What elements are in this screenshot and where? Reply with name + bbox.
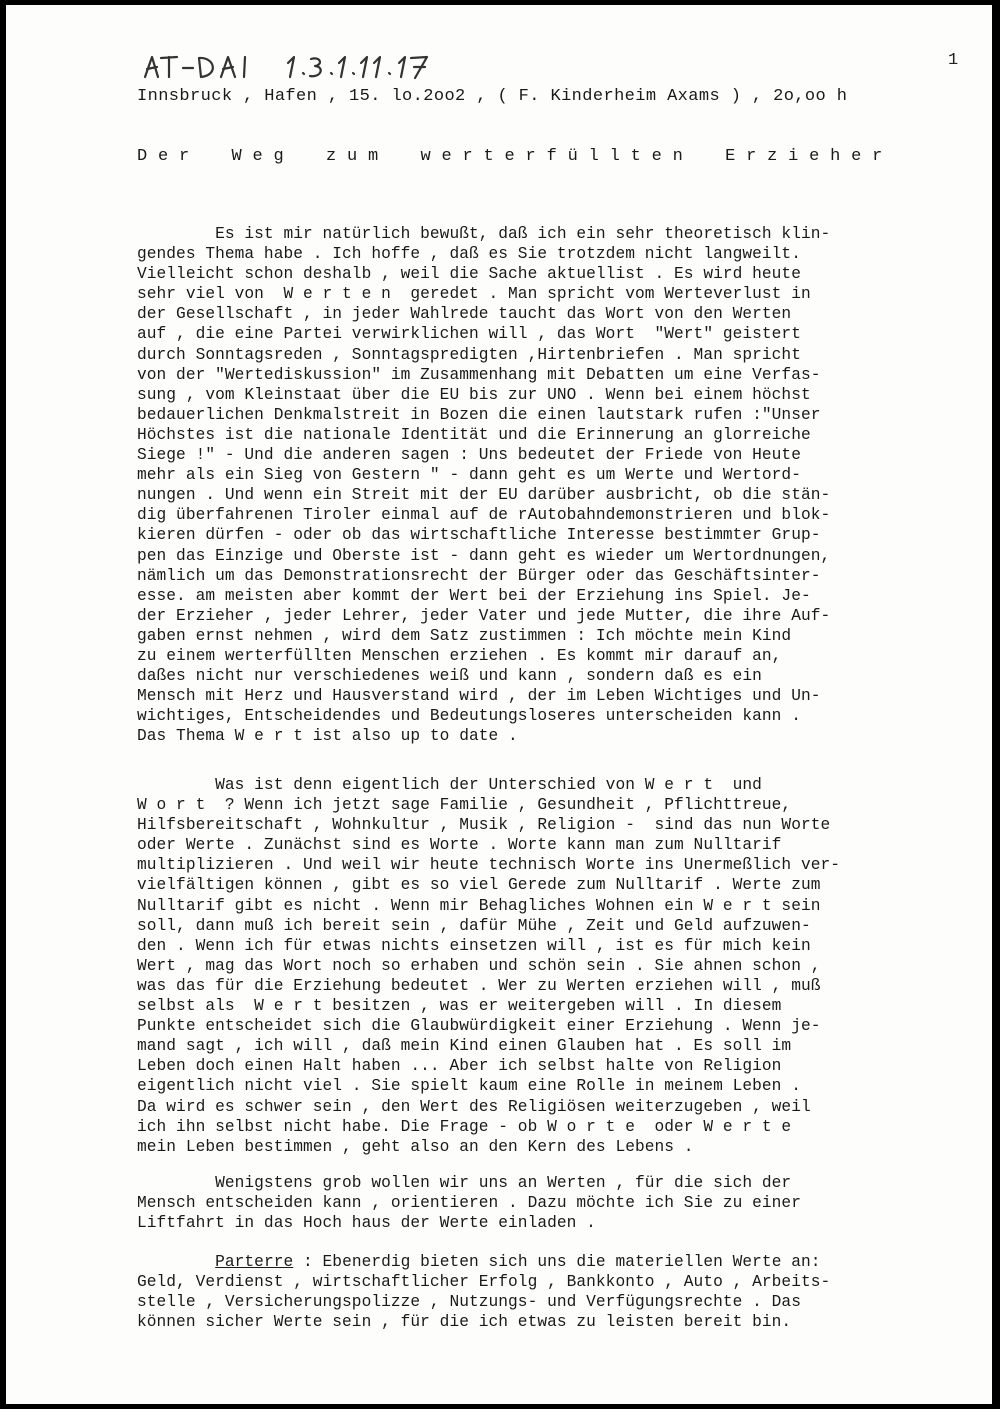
text-line: wichtiges, Entscheidendes und Bedeutungsloseres unterscheiden kann .: [137, 707, 801, 726]
text-line: was das für die Erziehung bedeutet . Wer zu Werten erziehen will , muß: [137, 976, 821, 995]
text-line: der Gesellschaft , in jeder Wahlrede taucht das Wort von den Werten: [137, 305, 792, 324]
text-line: oder Werte . Zunächst sind es Worte . Worte kann man zum Nulltarif: [137, 836, 782, 855]
text-line: von der "Wertediskussion" im Zusammenhang mit Debatten um eine Verfas-: [137, 365, 821, 384]
text-line: gendes Thema habe . Ich hoffe , daß es Sie trotzdem nicht langweilt.: [137, 245, 801, 264]
text-line: Mensch mit Herz und Hausverstand wird , der im Leben Wichtiges und Un-: [137, 687, 821, 706]
text-line: daßes nicht nur verschiedenes weiß und kann , sondern daß es ein: [137, 667, 762, 686]
document-page: [6, 5, 992, 1404]
text-line: Geld, Verdienst , wirtschaftlicher Erfolg , Bankkonto , Auto , Arbeits-: [137, 1273, 831, 1292]
text-line: soll, dann muß ich bereit sein , dafür Mühe , Zeit und Geld aufzuwen-: [137, 916, 811, 935]
text-line: Da wird es schwer sein , den Wert des Religiösen weiterzugeben , weil: [137, 1097, 811, 1116]
document-header: Innsbruck , Hafen , 15. lo.2oo2 , ( F. Kinderheim Axams ) , 2o,oo h: [137, 87, 848, 106]
text-line: Punkte entscheidet sich die Glaubwürdigkeit einer Erziehung . Wenn je-: [137, 1017, 821, 1036]
text-line: kieren dürfen - oder ob das wirtschaftliche Interesse bestimmter Grup-: [137, 526, 821, 545]
text-line: den . Wenn ich für etwas nichts einsetzen will , ist es für mich kein: [137, 936, 811, 955]
text-line: Nulltarif gibt es nicht . Wenn mir Behagliches Wohnen ein W e r t sein: [137, 896, 821, 915]
paragraph-4: [137, 1252, 830, 1332]
text-line: mein Leben bestimmen , geht also an den Kern des Lebens .: [137, 1137, 694, 1156]
text-line: esse. am meisten aber kommt der Wert bei der Erziehung ins Spiel. Je-: [137, 586, 811, 605]
text-line: sung , vom Kleinstaat über die EU bis zur UNO . Wenn bei einem höchst: [137, 385, 811, 404]
text-line: Was ist denn eigentlich der Unterschied von W e r t und: [137, 776, 762, 794]
text-line: dig überfahrenen Tiroler einmal auf de rAutobahndemonstrieren und blok-: [137, 506, 831, 525]
text-line: sehr viel von W e r t e n geredet . Man spricht vom Werteverlust in: [137, 285, 811, 304]
text-line: zu einem werterfüllten Menschen erziehen . Es kommt mir darauf an,: [137, 646, 782, 665]
page-number: 1: [948, 51, 959, 70]
text-line: mand sagt , ich will , daß mein Kind einen Glauben hat . Es soll im: [137, 1037, 792, 1056]
text-line: Das Thema W e r t ist also up to date .: [137, 727, 518, 746]
text-line: Liftfahrt in das Hoch haus der Werte einladen .: [137, 1214, 596, 1233]
text-line: gaben ernst nehmen , wird dem Satz zustimmen : Ich möchte mein Kind: [137, 626, 792, 645]
document-title: D e r W e g z u m w e r t e r f ü l l t e n E r z i e h e r: [137, 147, 883, 166]
archive-signature-handwritten: [143, 51, 483, 87]
text-line: Wert , mag das Wort noch so erhaben und schön sein . Sie ahnen schon ,: [137, 956, 821, 975]
text-line: Wenigstens grob wollen wir uns an Werten , für die sich der: [137, 1174, 792, 1192]
text-line: können sicher Werte sein , für die ich etwas zu leisten bereit bin.: [137, 1313, 792, 1332]
text-line: durch Sonntagsreden , Sonntagspredigten ,Hirtenbriefen . Man spricht: [137, 345, 801, 364]
text-line: stelle , Versicherungspolizze , Nutzungs- und Verfügungsrechte . Das: [137, 1293, 801, 1312]
text-line: multiplizieren . Und weil wir heute technisch Worte ins Unermeßlich ver-: [137, 856, 841, 875]
text-line: Es ist mir natürlich bewußt, daß ich ein sehr theoretisch klin-: [137, 225, 831, 243]
paragraph-3: [137, 1173, 801, 1233]
text-line: auf , die eine Partei verwirklichen will , das Wort "Wert" geistert: [137, 325, 801, 344]
text-line: Parterre : Ebenerdig bieten sich uns die materiellen Werte an:: [215, 1253, 821, 1271]
text-line: bedauerlichen Denkmalstreit in Bozen die einen lautstark rufen :"Unser: [137, 405, 821, 424]
text-line: mehr als ein Sieg von Gestern " - dann geht es um Werte und Wertord-: [137, 466, 801, 485]
text-line: W o r t ? Wenn ich jetzt sage Familie , Gesundheit , Pflichttreue,: [137, 796, 792, 815]
text-line: Höchstes ist die nationale Identität und die Erinnerung an glorreiche: [137, 425, 811, 444]
handwritten-signature-drawing: [143, 51, 483, 87]
text-line: ich ihn selbst nicht habe. Die Frage - ob W o r t e oder W e r t e: [137, 1117, 792, 1136]
text-line: der Erzieher , jeder Lehrer, jeder Vater und jede Mutter, die ihre Auf-: [137, 606, 831, 625]
paragraph-2: [137, 775, 840, 1157]
text-line: vielfältigen können , gibt es so viel Gerede zum Nulltarif . Werte zum: [137, 876, 821, 895]
text-line: Vielleicht schon deshalb , weil die Sache aktuellist . Es wird heute: [137, 265, 801, 284]
text-line: Siege !" - Und die anderen sagen : Uns bedeutet der Friede von Heute: [137, 446, 801, 465]
text-line: Leben doch einen Halt haben ... Aber ich selbst halte von Religion: [137, 1057, 782, 1076]
text-line: pen das Einzige und Oberste ist - dann geht es wieder um Wertordnungen,: [137, 546, 831, 565]
section-heading-parterre: Parterre: [215, 1253, 294, 1271]
text-line: Mensch entscheiden kann , orientieren . Dazu möchte ich Sie zu einer: [137, 1194, 801, 1213]
text-line: eigentlich nicht viel . Sie spielt kaum eine Rolle in meinem Leben .: [137, 1077, 801, 1096]
paragraph-1: [137, 224, 830, 746]
text-line: Hilfsbereitschaft , Wohnkultur , Musik , Religion - sind das nun Worte: [137, 816, 831, 835]
text-line: selbst als W e r t besitzen , was er weitergeben will . In diesem: [137, 997, 782, 1016]
text-line: nämlich um das Demonstrationsrecht der Bürger oder das Geschäftsinter-: [137, 566, 821, 585]
text-line: nungen . Und wenn ein Streit mit der EU darüber ausbricht, ob die stän-: [137, 486, 831, 505]
